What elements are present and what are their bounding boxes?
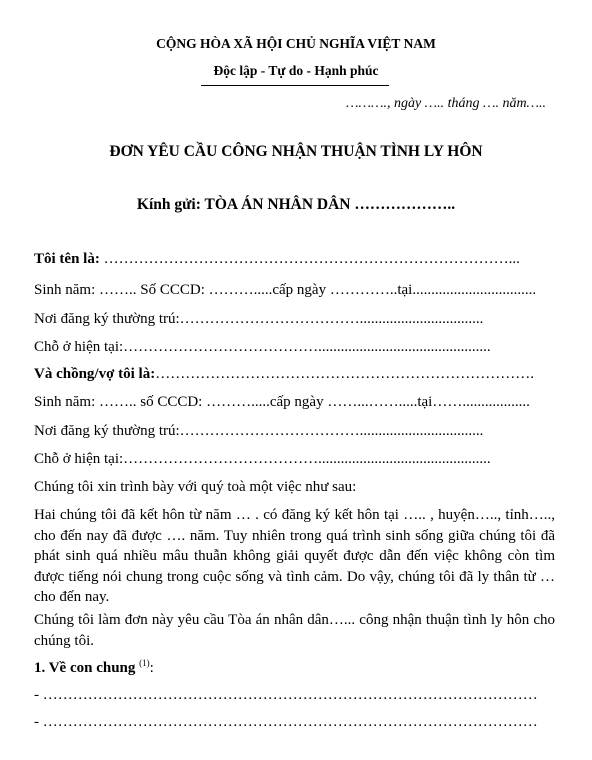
- spouse-birth-line: Sinh năm: …….. số CCCD: ……….....cấp ngày ……...…….....tại……..................: [34, 394, 530, 410]
- section1-heading: [34, 658, 154, 677]
- child-entry-line: - ………………………………………………………………………………………: [34, 714, 538, 730]
- body-paragraph: Hai chúng tôi đã kết hôn từ năm … . có đăng ký kết hôn tại ….. , huyện….., tỉnh….., cho đến nay đã được …. năm. Tuy nhiên trong quá trình sinh sống giữa chúng tôi đã phát sinh quá nhiều mâu thuẫn không giải quyết được dẫn đến việc không còn tìm được tiếng nói chung trong cuộc sống và tình cảm. Do vậy, chúng tôi đã ly thân từ … cho đến nay.: [34, 507, 555, 605]
- applicant-name-line: [34, 251, 520, 268]
- applicant-name-dots: ………………………………………………………………………...: [99, 251, 520, 267]
- spouse-name-dots: ………………………………………………………………….: [155, 366, 534, 382]
- date-line: ………., ngày ….. tháng …. năm…..: [346, 96, 546, 111]
- applicant-name-label: Tôi tên là:: [34, 251, 100, 267]
- nation-header: CỘNG HÒA XÃ HỘI CHỦ NGHĨA VIỆT NAM: [156, 36, 436, 51]
- motto-underline: [201, 85, 389, 86]
- section1-colon: :: [149, 660, 154, 676]
- footnote-marker: (1): [139, 658, 150, 668]
- spouse-current-line: Chỗ ở hiện tại:…………………………………..............................................: [34, 451, 491, 467]
- applicant-current-line: Chỗ ở hiện tại:…………………………………..............................................: [34, 339, 491, 355]
- document-title: ĐƠN YÊU CẦU CÔNG NHẬN THUẬN TÌNH LY HÔN: [109, 143, 483, 160]
- motto: Độc lập - Tự do - Hạnh phúc: [213, 63, 379, 78]
- request-paragraph: Chúng tôi làm đơn này yêu cầu Tòa án nhân dân…... công nhận thuận tình ly hôn cho chúng tôi.: [34, 612, 555, 649]
- applicant-residence-line: Nơi đăng ký thường trú:……………………………….................................: [34, 311, 484, 327]
- spouse-name-line: [34, 366, 534, 383]
- spouse-residence-line: Nơi đăng ký thường trú:……………………………….................................: [34, 423, 484, 439]
- section1-heading-text: 1. Về con chung: [34, 660, 136, 676]
- spouse-name-label: Và chồng/vợ tôi là:: [34, 366, 156, 382]
- intro-line: Chúng tôi xin trình bày với quý toà một việc như sau:: [34, 479, 357, 495]
- child-entry-line: - ………………………………………………………………………………………: [34, 687, 538, 703]
- recipient-line: Kính gửi: TÒA ÁN NHÂN DÂN ………………..: [136, 196, 456, 213]
- applicant-birth-line: Sinh năm: …….. Số CCCD: ……….....cấp ngày …………..tại.................................: [34, 282, 537, 298]
